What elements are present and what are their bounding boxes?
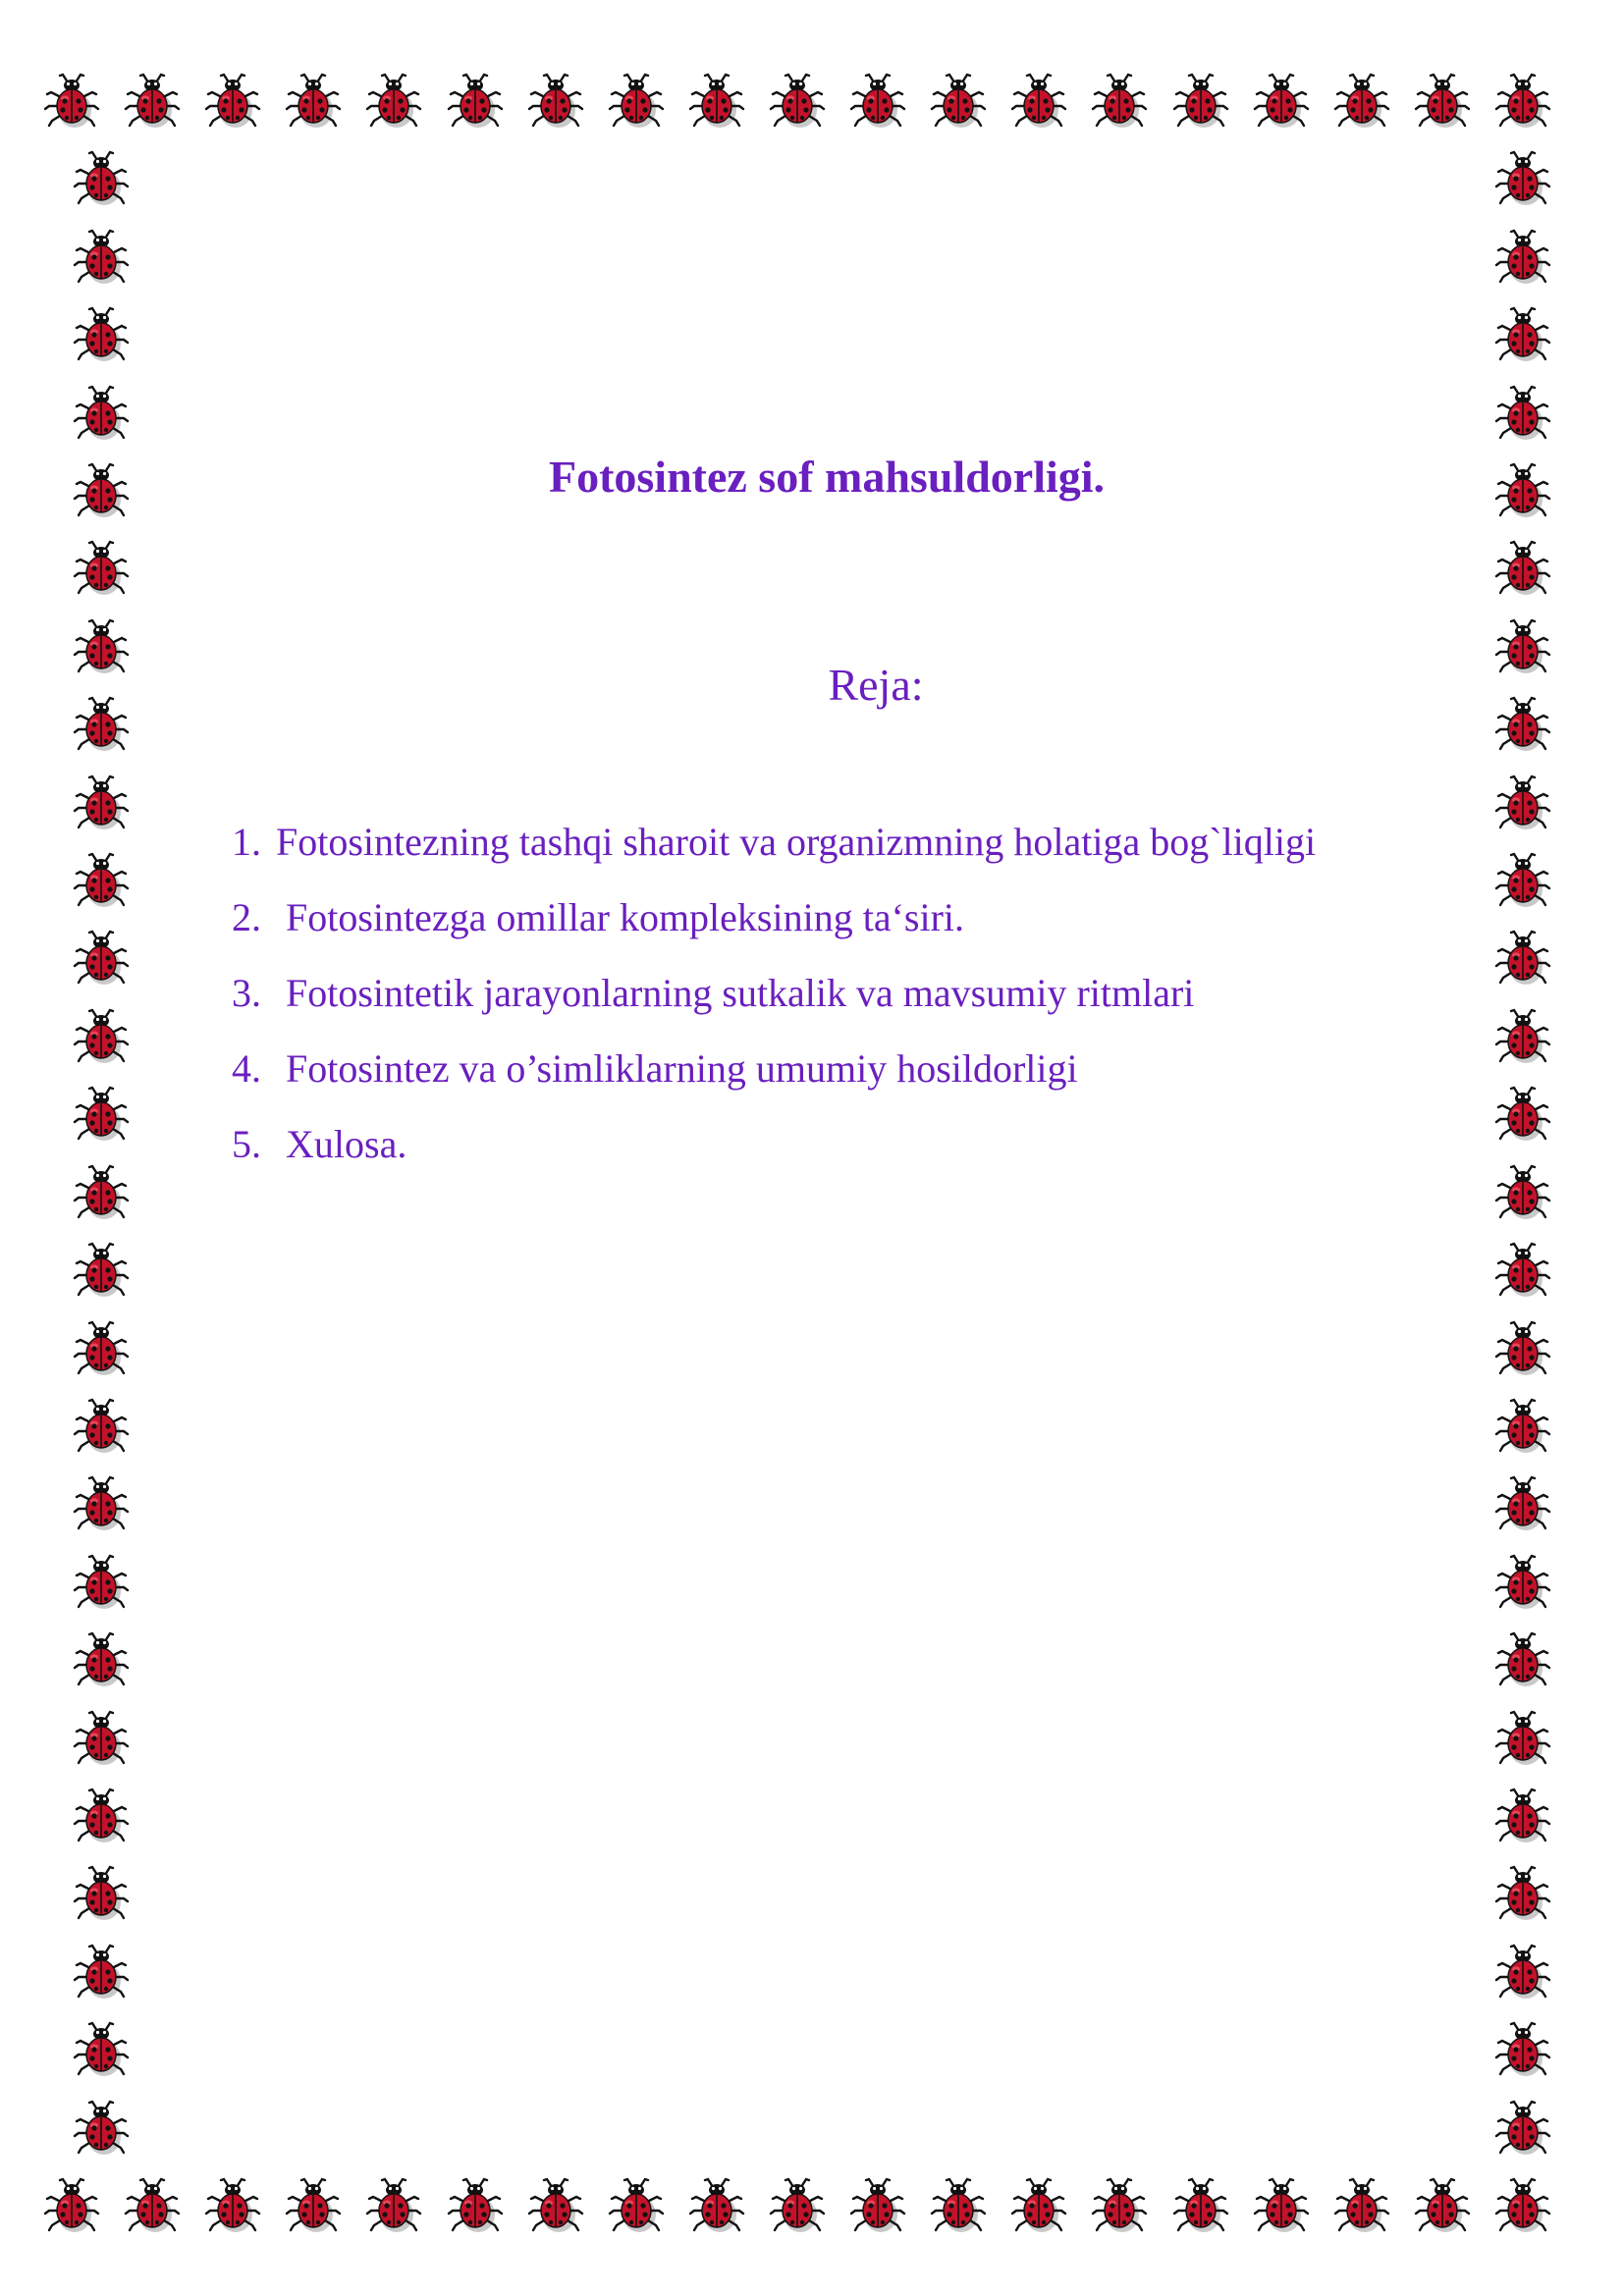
plan-item-number: 1.	[232, 820, 261, 864]
ladybug-icon	[1170, 2175, 1231, 2236]
ladybug-icon	[445, 71, 506, 132]
ladybug-icon	[445, 2175, 506, 2236]
ladybug-icon	[202, 71, 263, 132]
ladybug-icon	[1331, 2175, 1392, 2236]
plan-item-number: 5.	[232, 1122, 261, 1166]
ladybug-icon	[1492, 2098, 1553, 2159]
plan-item-text: Xulosa.	[286, 1122, 407, 1166]
ladybug-icon	[1170, 71, 1231, 132]
ladybug-icon	[1089, 2175, 1150, 2236]
ladybug-icon	[1412, 2175, 1473, 2236]
ladybug-icon	[71, 1162, 132, 1223]
ladybug-icon	[1492, 2175, 1553, 2236]
ladybug-icon	[71, 1629, 132, 1690]
ladybug-icon	[1492, 1006, 1553, 1067]
ladybug-icon	[847, 71, 908, 132]
ladybug-icon	[1492, 1629, 1553, 1690]
ladybug-icon	[525, 2175, 586, 2236]
ladybug-icon	[1492, 928, 1553, 988]
plan-heading: Reja:	[828, 660, 924, 710]
ladybug-icon	[71, 2098, 132, 2159]
ladybug-icon	[1492, 538, 1553, 599]
ladybug-icon	[71, 1006, 132, 1067]
ladybug-icon	[41, 71, 102, 132]
ladybug-icon	[847, 2175, 908, 2236]
plan-item	[232, 1121, 1316, 1168]
plan-item-number: 4.	[232, 1046, 261, 1091]
ladybug-icon	[928, 2175, 989, 2236]
ladybug-icon	[1331, 71, 1392, 132]
ladybug-icon	[1492, 2019, 1553, 2080]
ladybug-icon	[525, 71, 586, 132]
ladybug-icon	[606, 2175, 667, 2236]
ladybug-icon	[71, 1473, 132, 1534]
ladybug-icon	[1251, 71, 1312, 132]
ladybug-icon	[71, 1708, 132, 1769]
ladybug-icon	[283, 71, 344, 132]
ladybug-icon	[1492, 304, 1553, 365]
ladybug-icon	[71, 1396, 132, 1457]
ladybug-icon	[1492, 850, 1553, 911]
ladybug-icon	[1492, 1396, 1553, 1457]
ladybug-icon	[1492, 1708, 1553, 1769]
ladybug-icon	[1492, 1162, 1553, 1223]
ladybug-icon	[1089, 71, 1150, 132]
plan-item	[232, 894, 1316, 941]
plan-item-text: Fotosintez va o’simliklarning umumiy hosildorligi	[286, 1046, 1078, 1091]
plan-item	[232, 819, 1316, 866]
ladybug-icon	[1492, 1084, 1553, 1145]
ladybug-icon	[71, 1552, 132, 1613]
ladybug-icon	[1008, 2175, 1069, 2236]
ladybug-icon	[1492, 1240, 1553, 1301]
ladybug-icon	[71, 1942, 132, 2002]
plan-item-text: Fotosintezning tashqi sharoit va organizmning holatiga bog`liqligi	[276, 820, 1317, 864]
ladybug-icon	[283, 2175, 344, 2236]
ladybug-icon	[767, 71, 828, 132]
plan-item-number: 3.	[232, 971, 261, 1015]
ladybug-icon	[1492, 71, 1553, 132]
ladybug-icon	[1008, 71, 1069, 132]
ladybug-icon	[71, 1863, 132, 1924]
ladybug-icon	[71, 850, 132, 911]
ladybug-icon	[71, 773, 132, 833]
ladybug-icon	[71, 1318, 132, 1379]
ladybug-icon	[1492, 1318, 1553, 1379]
ladybug-icon	[1492, 227, 1553, 288]
ladybug-icon	[928, 71, 989, 132]
plan-list	[232, 819, 1316, 1197]
ladybug-icon	[363, 2175, 424, 2236]
ladybug-icon	[1492, 1942, 1553, 2002]
ladybug-icon	[1412, 71, 1473, 132]
ladybug-icon	[1492, 1786, 1553, 1846]
ladybug-icon	[1492, 1863, 1553, 1924]
ladybug-icon	[1492, 1473, 1553, 1534]
ladybug-icon	[686, 71, 747, 132]
ladybug-icon	[71, 148, 132, 209]
ladybug-icon	[606, 71, 667, 132]
plan-item-number: 2.	[232, 895, 261, 939]
ladybug-icon	[71, 1084, 132, 1145]
ladybug-icon	[71, 383, 132, 444]
plan-item	[232, 1045, 1316, 1093]
document-title: Fotosintez sof mahsuldorligi.	[548, 452, 1106, 502]
ladybug-icon	[71, 2019, 132, 2080]
ladybug-icon	[122, 71, 183, 132]
ladybug-icon	[71, 1786, 132, 1846]
ladybug-icon	[686, 2175, 747, 2236]
ladybug-icon	[1251, 2175, 1312, 2236]
ladybug-icon	[71, 227, 132, 288]
plan-item	[232, 970, 1316, 1017]
ladybug-icon	[122, 2175, 183, 2236]
ladybug-icon	[1492, 383, 1553, 444]
ladybug-icon	[71, 538, 132, 599]
ladybug-icon	[202, 2175, 263, 2236]
ladybug-icon	[767, 2175, 828, 2236]
ladybug-icon	[363, 71, 424, 132]
ladybug-icon	[1492, 773, 1553, 833]
ladybug-icon	[1492, 1552, 1553, 1613]
ladybug-icon	[1492, 148, 1553, 209]
plan-item-text: Fotosintetik jarayonlarning sutkalik va mavsumiy ritmlari	[286, 971, 1195, 1015]
ladybug-icon	[71, 928, 132, 988]
ladybug-icon	[71, 304, 132, 365]
ladybug-icon	[71, 1240, 132, 1301]
plan-item-text: Fotosintezga omillar kompleksining ta‘siri.	[286, 895, 965, 939]
ladybug-icon	[41, 2175, 102, 2236]
